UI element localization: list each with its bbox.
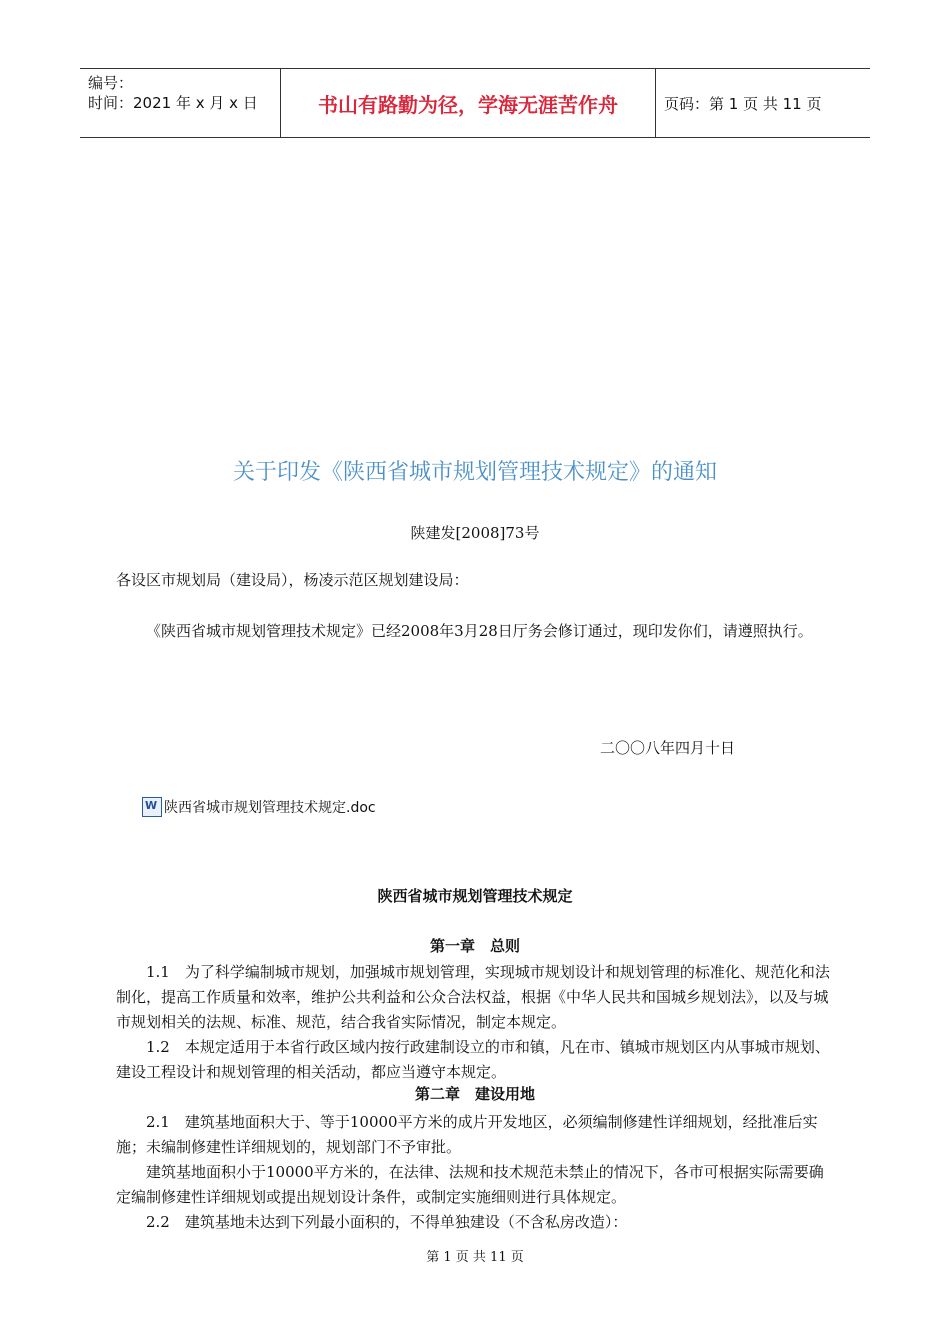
chapter-heading: 第二章 建设用地 (414, 1085, 535, 1103)
notice-date: 二〇〇八年四月十日 (600, 739, 736, 757)
regulation-title: 陕西省城市规划管理技术规定 (377, 887, 573, 905)
addressee: 各设区市规划局（建设局），杨凌示范区规划建设局： (116, 571, 469, 589)
notice-body: 《陕西省城市规划管理技术规定》已经2008年3月28日厅务会修订通过，现印发你们，请遵照执行。 (146, 622, 813, 640)
time-label: 时间：2021 年 x 月 x 日 (88, 94, 258, 112)
notice-title: 关于印发《陕西省城市规划管理技术规定》的通知 (232, 460, 717, 485)
doc-number: 陕建发[2008]73号 (410, 524, 540, 542)
header-motto: 书山有路勤为径，学海无涯苦作舟 (280, 69, 656, 137)
attachment-link[interactable] (142, 797, 376, 817)
paragraph: 建筑基地面积小于10000平方米的，在法律、法规和技术规范未禁止的情况下，各市可根据实际需要确定编制修建性详细规划或提出规划设计条件，或制定实施细则进行具体规定。 (116, 1163, 824, 1206)
page-footer: 第 1 页 共 11 页 (426, 1250, 524, 1265)
paragraph: 1.1 为了科学编制城市规划，加强城市规划管理，实现城市规划设计和规划管理的标准化、规范化和法制化，提高工作质量和效率，维护公共利益和公众合法权益，根据《中华人民共和国城乡规划法》，以及与城市规划相关的法规、标准、规范，结合我省实际情况，制定本规定。 (116, 963, 830, 1031)
attachment-filename: 陕西省城市规划管理技术规定.doc (164, 800, 376, 816)
word-document-icon: W (142, 797, 162, 817)
paragraph: 2.2 建筑基地未达到下列最小面积的，不得单独建设（不含私房改造）： (146, 1213, 628, 1231)
header-meta (80, 69, 280, 137)
header-table (80, 68, 870, 138)
header-page-info: 页码：第 1 页 共 11 页 (664, 94, 822, 113)
chapter-heading: 第一章 总则 (429, 937, 520, 955)
paragraph: 2.1 建筑基地面积大于、等于10000平方米的成片开发地区，必须编制修建性详细规划，经批准后实施；未编制修建性详细规划的，规划部门不予审批。 (116, 1113, 818, 1156)
paragraph: 1.2 本规定适用于本省行政区域内按行政建制设立的市和镇，凡在市、镇城市规划区内从事城市规划、建设工程设计和规划管理的相关活动，都应当遵守本规定。 (116, 1038, 830, 1081)
number-label: 编号： (88, 74, 134, 92)
